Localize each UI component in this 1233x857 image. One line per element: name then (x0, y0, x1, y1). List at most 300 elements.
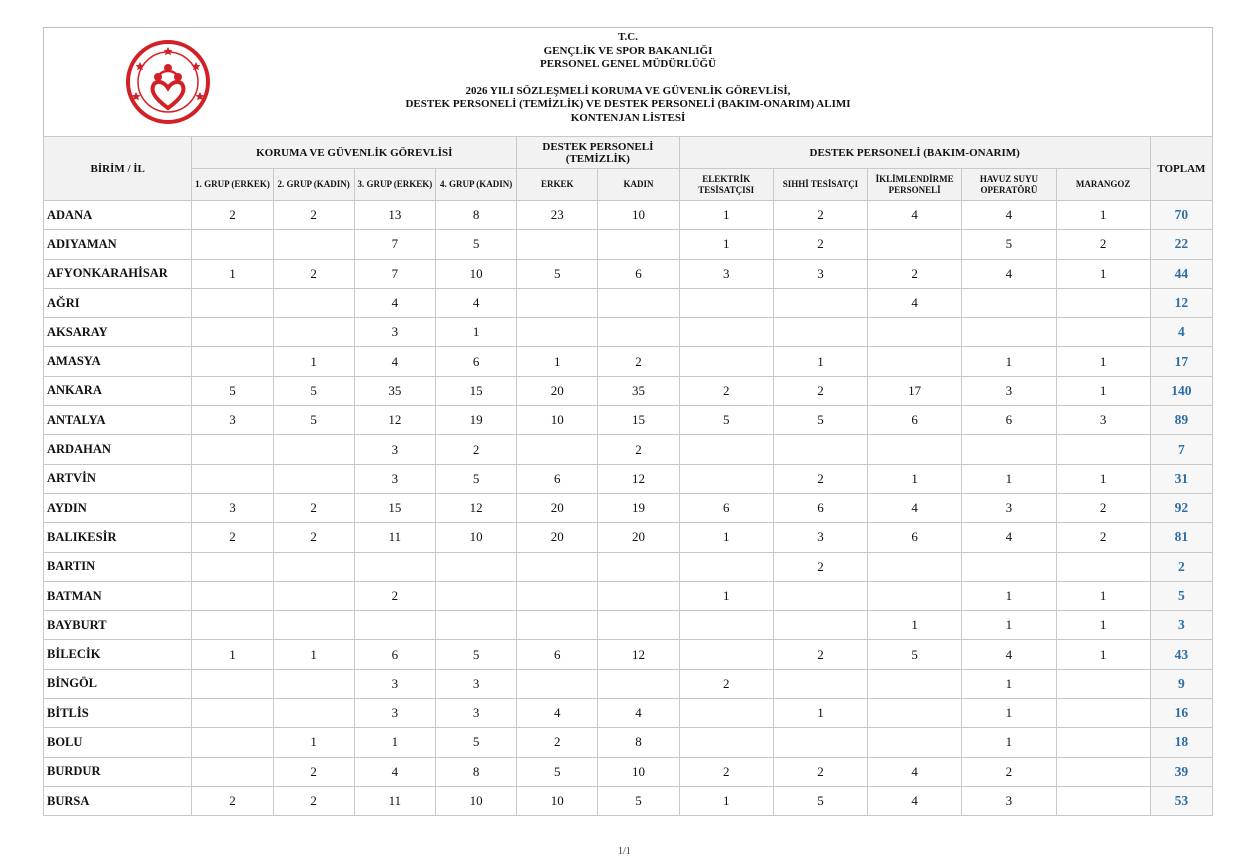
quota-cell (517, 230, 598, 259)
quota-cell: 13 (354, 201, 435, 230)
quota-cell: 2 (773, 376, 867, 405)
quota-cell (868, 552, 962, 581)
quota-cell: 5 (679, 406, 773, 435)
quota-cell: 8 (435, 757, 516, 786)
quota-cell: 1 (679, 523, 773, 552)
quota-cell (868, 230, 962, 259)
quota-cell: 5 (868, 640, 962, 669)
quota-cell: 6 (517, 464, 598, 493)
quota-cell (192, 581, 273, 610)
quota-cell (773, 611, 867, 640)
quota-cell (517, 288, 598, 317)
document-title (44, 31, 1212, 125)
quota-cell: 2 (773, 464, 867, 493)
quota-cell (868, 728, 962, 757)
column-header: 2. GRUP (KADIN) (273, 169, 354, 201)
quota-cell (868, 669, 962, 698)
quota-cell: 5 (435, 464, 516, 493)
quota-cell: 1 (773, 699, 867, 728)
quota-cell: 12 (598, 640, 679, 669)
quota-cell: 8 (598, 728, 679, 757)
quota-cell: 1 (1056, 581, 1150, 610)
quota-cell: 1 (1056, 259, 1150, 288)
quota-cell (598, 611, 679, 640)
table-row (44, 786, 1213, 815)
quota-cell: 2 (192, 201, 273, 230)
quota-cell: 19 (435, 406, 516, 435)
province-name: AKSARAY (44, 318, 192, 347)
quota-cell: 2 (273, 259, 354, 288)
quota-cell: 2 (868, 259, 962, 288)
quota-cell (598, 581, 679, 610)
quota-cell: 10 (435, 786, 516, 815)
quota-cell: 5 (273, 376, 354, 405)
quota-cell: 2 (598, 347, 679, 376)
quota-cell: 23 (517, 201, 598, 230)
province-name: BİLECİK (44, 640, 192, 669)
group-header-temizlik: DESTEK PERSONELİ (TEMİZLİK) (517, 137, 679, 169)
table-row (44, 347, 1213, 376)
quota-cell (354, 611, 435, 640)
table-row (44, 757, 1213, 786)
quota-cell: 4 (868, 201, 962, 230)
province-name: ANKARA (44, 376, 192, 405)
quota-cell: 3 (354, 699, 435, 728)
quota-cell: 2 (273, 757, 354, 786)
quota-cell (962, 288, 1056, 317)
province-name: ANTALYA (44, 406, 192, 435)
quota-cell: 12 (354, 406, 435, 435)
column-header: 4. GRUP (KADIN) (435, 169, 516, 201)
quota-cell (598, 288, 679, 317)
quota-cell: 1 (962, 581, 1056, 610)
province-name: AMASYA (44, 347, 192, 376)
quota-cell (868, 318, 962, 347)
province-name: AFYONKARAHİSAR (44, 259, 192, 288)
quota-cell: 2 (773, 230, 867, 259)
quota-cell: 1 (962, 669, 1056, 698)
quota-cell: 5 (435, 640, 516, 669)
table-row (44, 376, 1213, 405)
title-line-directorate: PERSONEL GENEL MÜDÜRLÜĞÜ (539, 58, 717, 70)
quota-cell: 1 (192, 640, 273, 669)
table-row (44, 230, 1213, 259)
quota-cell: 1 (962, 699, 1056, 728)
quota-cell: 2 (679, 757, 773, 786)
quota-cell: 20 (517, 376, 598, 405)
quota-cell: 3 (354, 318, 435, 347)
quota-cell: 1 (962, 464, 1056, 493)
quota-cell (273, 435, 354, 464)
quota-cell: 4 (962, 640, 1056, 669)
quota-cell (192, 699, 273, 728)
quota-cell (273, 464, 354, 493)
quota-cell (273, 699, 354, 728)
quota-cell: 2 (962, 757, 1056, 786)
quota-cell: 2 (773, 640, 867, 669)
quota-cell: 1 (962, 347, 1056, 376)
quota-cell: 3 (435, 699, 516, 728)
quota-cell: 5 (962, 230, 1056, 259)
quota-cell: 2 (273, 201, 354, 230)
quota-cell: 3 (192, 406, 273, 435)
quota-cell: 4 (868, 288, 962, 317)
quota-cell (773, 669, 867, 698)
province-name: BURSA (44, 786, 192, 815)
quota-cell: 2 (354, 581, 435, 610)
quota-cell (192, 230, 273, 259)
quota-cell (1056, 552, 1150, 581)
quota-cell (962, 435, 1056, 464)
quota-cell (679, 347, 773, 376)
quota-cell (1056, 669, 1150, 698)
quota-cell: 1 (679, 230, 773, 259)
quota-cell: 10 (598, 201, 679, 230)
title-line-quota-list: KONTENJAN LİSTESİ (570, 111, 686, 124)
quota-cell: 1 (1056, 376, 1150, 405)
quota-cell (517, 318, 598, 347)
quota-cell: 8 (435, 201, 516, 230)
group-header-bakim: DESTEK PERSONELİ (BAKIM-ONARIM) (679, 137, 1150, 169)
column-header: ELEKTRİK TESİSATÇISI (679, 169, 773, 201)
province-name: AYDIN (44, 493, 192, 522)
quota-cell: 17 (868, 376, 962, 405)
quota-cell: 6 (598, 259, 679, 288)
quota-cell (679, 318, 773, 347)
table-row (44, 201, 1213, 230)
quota-cell: 5 (517, 757, 598, 786)
quota-cell (517, 669, 598, 698)
quota-cell: 3 (962, 376, 1056, 405)
quota-cell: 2 (598, 435, 679, 464)
total-cell: 39 (1150, 757, 1212, 786)
quota-cell (517, 435, 598, 464)
quota-cell: 5 (435, 728, 516, 757)
province-name: BALIKESİR (44, 523, 192, 552)
quota-cell (1056, 318, 1150, 347)
quota-cell: 20 (517, 493, 598, 522)
quota-cell (773, 435, 867, 464)
quota-cell (598, 230, 679, 259)
quota-cell: 5 (773, 406, 867, 435)
quota-cell: 5 (598, 786, 679, 815)
quota-cell (962, 552, 1056, 581)
quota-cell (868, 699, 962, 728)
quota-cell (679, 435, 773, 464)
quota-cell: 4 (435, 288, 516, 317)
quota-cell: 1 (962, 728, 1056, 757)
quota-cell (679, 552, 773, 581)
quota-cell: 11 (354, 523, 435, 552)
quota-cell: 6 (868, 523, 962, 552)
quota-cell (598, 318, 679, 347)
quota-cell: 1 (1056, 611, 1150, 640)
quota-cell: 6 (354, 640, 435, 669)
quota-cell (868, 347, 962, 376)
province-name: BOLU (44, 728, 192, 757)
province-name: BAYBURT (44, 611, 192, 640)
quota-cell (192, 552, 273, 581)
quota-cell: 20 (517, 523, 598, 552)
table-row (44, 259, 1213, 288)
quota-cell: 1 (1056, 201, 1150, 230)
quota-cell: 3 (192, 493, 273, 522)
quota-cell: 2 (679, 376, 773, 405)
quota-cell: 2 (273, 493, 354, 522)
quota-cell: 3 (354, 464, 435, 493)
quota-cell: 1 (273, 640, 354, 669)
quota-cell: 2 (192, 786, 273, 815)
quota-cell: 35 (598, 376, 679, 405)
title-line-ministry: GENÇLİK VE SPOR BAKANLIĞI (543, 44, 713, 57)
column-header: SIHHİ TESİSATÇI (773, 169, 867, 201)
quota-cell: 2 (273, 786, 354, 815)
total-cell: 7 (1150, 435, 1212, 464)
quota-cell: 1 (273, 347, 354, 376)
quota-cell (1056, 757, 1150, 786)
quota-cell: 4 (868, 757, 962, 786)
quota-cell (1056, 728, 1150, 757)
table-row (44, 523, 1213, 552)
title-line-recruitment: 2026 YILI SÖZLEŞMELİ KORUMA VE GÜVENLİK GÖREVLİSİ, (465, 84, 791, 97)
quota-cell (517, 552, 598, 581)
quota-cell: 3 (354, 435, 435, 464)
quota-cell: 1 (517, 347, 598, 376)
quota-cell (1056, 786, 1150, 815)
total-cell: 44 (1150, 259, 1212, 288)
quota-cell: 2 (273, 523, 354, 552)
province-name: BURDUR (44, 757, 192, 786)
quota-cell (868, 581, 962, 610)
total-cell: 89 (1150, 406, 1212, 435)
quota-cell: 2 (1056, 523, 1150, 552)
quota-cell: 4 (868, 786, 962, 815)
quota-cell: 1 (679, 201, 773, 230)
table-row (44, 435, 1213, 464)
quota-cell: 2 (192, 523, 273, 552)
column-header: HAVUZ SUYU OPERATÖRÜ (962, 169, 1056, 201)
quota-cell: 4 (868, 493, 962, 522)
quota-cell: 2 (679, 669, 773, 698)
quota-cell (1056, 699, 1150, 728)
quota-cell: 3 (679, 259, 773, 288)
table-row (44, 699, 1213, 728)
column-header: 3. GRUP (ERKEK) (354, 169, 435, 201)
quota-cell (679, 699, 773, 728)
quota-cell: 10 (435, 523, 516, 552)
quota-cell: 1 (1056, 464, 1150, 493)
quota-cell (435, 611, 516, 640)
total-cell: 22 (1150, 230, 1212, 259)
quota-cell: 2 (517, 728, 598, 757)
quota-cell (1056, 288, 1150, 317)
quota-cell: 4 (962, 259, 1056, 288)
quota-cell (962, 318, 1056, 347)
document-sheet (43, 27, 1213, 816)
quota-cell: 1 (962, 611, 1056, 640)
quota-cell: 1 (273, 728, 354, 757)
table-row (44, 669, 1213, 698)
quota-cell (598, 669, 679, 698)
quota-cell: 1 (679, 786, 773, 815)
quota-cell (679, 611, 773, 640)
quota-cell (435, 581, 516, 610)
column-header: ERKEK (517, 169, 598, 201)
quota-cell (773, 581, 867, 610)
document-header (43, 27, 1213, 136)
quota-cell: 6 (962, 406, 1056, 435)
total-cell: 70 (1150, 201, 1212, 230)
quota-cell: 1 (773, 347, 867, 376)
quota-cell: 5 (517, 259, 598, 288)
title-line-tc: T.C. (618, 31, 638, 43)
quota-cell (435, 552, 516, 581)
quota-cell: 1 (354, 728, 435, 757)
quota-cell: 7 (354, 230, 435, 259)
province-name: AĞRI (44, 288, 192, 317)
quota-cell: 15 (435, 376, 516, 405)
quota-cell: 2 (773, 552, 867, 581)
total-cell: 5 (1150, 581, 1212, 610)
quota-cell: 5 (273, 406, 354, 435)
table-row (44, 406, 1213, 435)
total-cell: 9 (1150, 669, 1212, 698)
total-cell: 31 (1150, 464, 1212, 493)
quota-cell: 7 (354, 259, 435, 288)
toplam-header: TOPLAM (1150, 137, 1212, 201)
quota-cell: 2 (1056, 230, 1150, 259)
quota-table (43, 136, 1213, 816)
quota-cell: 15 (598, 406, 679, 435)
quota-cell (354, 552, 435, 581)
quota-cell: 1 (679, 581, 773, 610)
table-row (44, 552, 1213, 581)
quota-cell: 1 (1056, 640, 1150, 669)
quota-cell: 3 (962, 493, 1056, 522)
quota-cell: 3 (773, 259, 867, 288)
total-cell: 2 (1150, 552, 1212, 581)
quota-cell (517, 611, 598, 640)
total-cell: 81 (1150, 523, 1212, 552)
quota-cell: 6 (773, 493, 867, 522)
quota-cell: 12 (435, 493, 516, 522)
province-name: ADANA (44, 201, 192, 230)
quota-cell: 12 (598, 464, 679, 493)
quota-cell (679, 728, 773, 757)
total-cell: 53 (1150, 786, 1212, 815)
total-cell: 16 (1150, 699, 1212, 728)
table-row (44, 728, 1213, 757)
quota-cell (192, 464, 273, 493)
quota-cell (679, 288, 773, 317)
birim-header: BİRİM / İL (44, 137, 192, 201)
total-cell: 17 (1150, 347, 1212, 376)
quota-cell: 4 (962, 523, 1056, 552)
quota-cell: 15 (354, 493, 435, 522)
quota-cell (773, 288, 867, 317)
column-header: 1. GRUP (ERKEK) (192, 169, 273, 201)
quota-cell: 3 (773, 523, 867, 552)
quota-cell (192, 611, 273, 640)
quota-cell (273, 318, 354, 347)
table-row (44, 318, 1213, 347)
quota-cell (192, 728, 273, 757)
quota-cell (273, 669, 354, 698)
quota-cell (192, 757, 273, 786)
quota-cell (273, 288, 354, 317)
quota-cell (598, 552, 679, 581)
province-name: BİTLİS (44, 699, 192, 728)
quota-cell: 6 (435, 347, 516, 376)
quota-cell (679, 464, 773, 493)
group-header-koruma: KORUMA VE GÜVENLİK GÖREVLİSİ (192, 137, 517, 169)
table-row (44, 640, 1213, 669)
quota-cell (273, 552, 354, 581)
quota-cell (192, 435, 273, 464)
quota-cell: 5 (773, 786, 867, 815)
quota-cell: 5 (192, 376, 273, 405)
quota-cell: 10 (517, 786, 598, 815)
quota-cell: 35 (354, 376, 435, 405)
province-name: ARDAHAN (44, 435, 192, 464)
quota-cell: 4 (598, 699, 679, 728)
quota-cell (192, 318, 273, 347)
total-cell: 4 (1150, 318, 1212, 347)
quota-cell (773, 728, 867, 757)
quota-cell: 2 (435, 435, 516, 464)
quota-cell (1056, 435, 1150, 464)
quota-cell: 19 (598, 493, 679, 522)
quota-cell (192, 669, 273, 698)
table-row (44, 288, 1213, 317)
table-row (44, 464, 1213, 493)
column-header: İKLİMLENDİRME PERSONELİ (868, 169, 962, 201)
quota-cell (192, 347, 273, 376)
quota-cell (273, 611, 354, 640)
quota-cell: 1 (868, 464, 962, 493)
province-name: BATMAN (44, 581, 192, 610)
quota-cell: 3 (354, 669, 435, 698)
quota-cell: 2 (1056, 493, 1150, 522)
total-cell: 3 (1150, 611, 1212, 640)
quota-cell: 1 (192, 259, 273, 288)
quota-cell (273, 230, 354, 259)
table-row (44, 611, 1213, 640)
quota-cell: 4 (354, 288, 435, 317)
quota-cell (192, 288, 273, 317)
quota-cell: 4 (962, 201, 1056, 230)
quota-cell: 6 (868, 406, 962, 435)
column-header: MARANGOZ (1056, 169, 1150, 201)
total-cell: 12 (1150, 288, 1212, 317)
quota-cell: 4 (517, 699, 598, 728)
total-cell: 92 (1150, 493, 1212, 522)
province-name: ADIYAMAN (44, 230, 192, 259)
table-row (44, 493, 1213, 522)
quota-cell (679, 640, 773, 669)
column-header: KADIN (598, 169, 679, 201)
quota-cell: 1 (1056, 347, 1150, 376)
quota-cell: 10 (598, 757, 679, 786)
quota-cell: 6 (679, 493, 773, 522)
quota-cell: 4 (354, 757, 435, 786)
quota-cell: 10 (517, 406, 598, 435)
quota-cell (517, 581, 598, 610)
quota-cell: 3 (435, 669, 516, 698)
page-number: 1/1 (618, 846, 631, 857)
quota-cell: 6 (517, 640, 598, 669)
quota-cell (273, 581, 354, 610)
